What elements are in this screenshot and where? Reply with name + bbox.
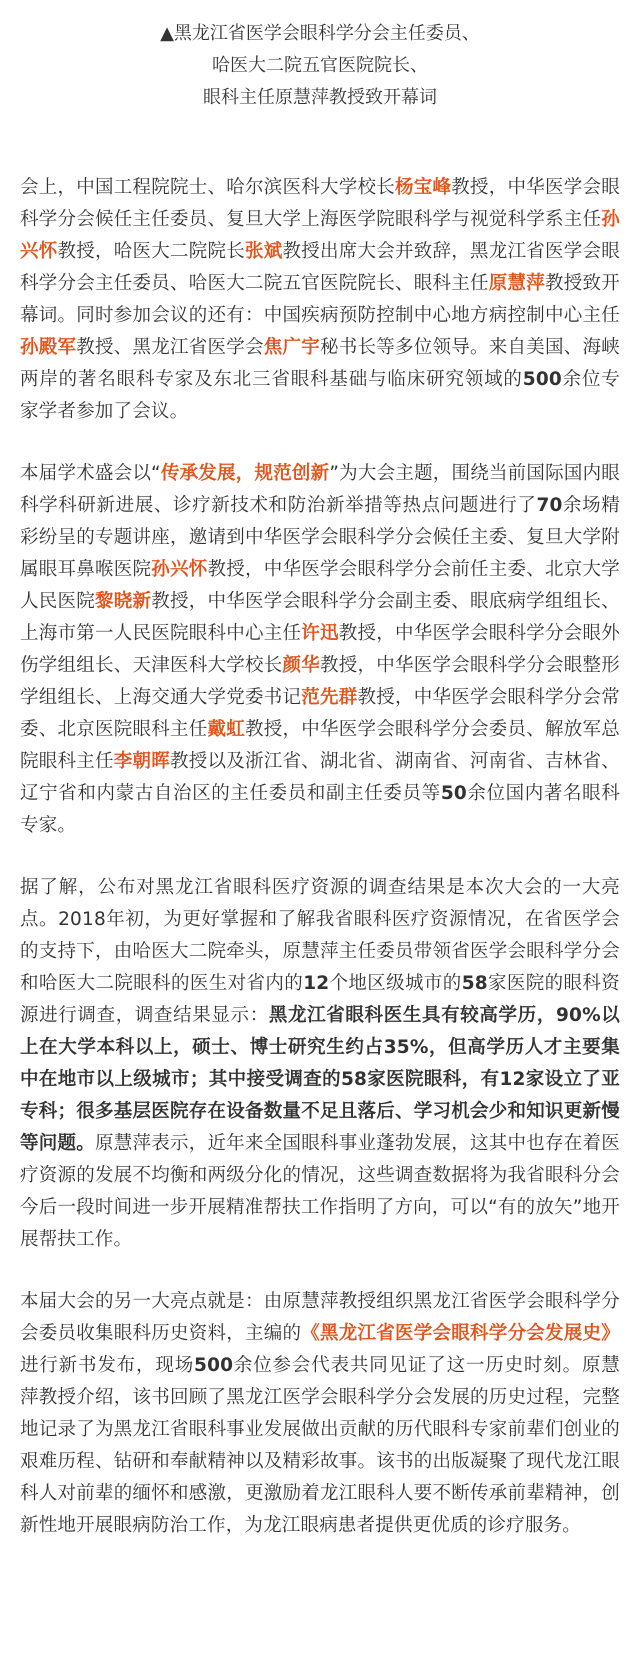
article-body	[20, 172, 620, 1542]
bold-text: 500	[522, 369, 562, 390]
body-text: 教授，中华医学会眼科学分会候任主任委员、复旦大学上海医学院眼科学与视觉科学系主任	[20, 177, 620, 230]
caption-line-2: 哈医大二院五官医院院长、	[212, 55, 428, 76]
body-text: 原慧萍表示，近年来全国眼科事业蓬勃发展，这其中也存在着医疗资源的发展不均衡和两级分化的情况，这些调查数据将为我省眼科分会今后一段时间进一步开展精准帮扶工作指明了方向，可以“有的放矢”地开展帮扶工作。	[20, 1133, 620, 1250]
body-text: ”为大会主题，围绕当前国际国内眼科学科研新进展、诊疗新技术和防治新举措等热点问题进行了	[20, 463, 620, 516]
caption-line-1: ▲黑龙江省医学会眼科学分会主任委员、	[160, 23, 480, 44]
body-text: 本届学术盛会以“	[20, 463, 161, 484]
highlighted-name: 孙殿军	[20, 337, 77, 358]
highlighted-name: 颜华	[282, 655, 321, 676]
body-text: 教授，中华医学会眼科学分会委员、解放军总院眼科主任	[20, 719, 620, 772]
article-paragraph-1	[20, 172, 620, 428]
highlighted-name: 传承发展，规范创新	[160, 463, 330, 484]
body-text: 教授以及浙江省、湖北省、湖南省、河南省、吉林省、辽宁省和内蒙古自治区的主任委员和副主任委员等	[20, 751, 620, 804]
body-text: 教授，哈医大二院院长	[57, 241, 246, 262]
highlighted-name: 杨宝峰	[395, 177, 452, 198]
body-text: 教授，中华医学会眼科学分会常委、北京医院眼科主任	[20, 687, 620, 740]
article-paragraph-2	[20, 458, 620, 842]
highlighted-name: 焦广宇	[263, 337, 321, 358]
body-text: 余位专家学者参加了会议。	[20, 369, 620, 422]
bold-text: 500	[194, 1355, 234, 1376]
highlighted-name: 黎晓新	[95, 591, 152, 612]
body-text: 教授、黑龙江省医学会	[76, 337, 264, 358]
body-text: 教授，中华医学会眼科学分会眼整形学组组长、上海交通大学党委书记	[20, 655, 620, 708]
body-text: 进行新书发布，现场	[20, 1355, 195, 1376]
highlighted-name: 李朝晖	[113, 751, 171, 772]
highlighted-name: 戴虹	[207, 719, 246, 740]
body-text: 教授，中华医学会眼科学分会副主委、眼底病学组组长、上海市第一人民医院眼科中心主任	[20, 591, 620, 644]
body-text: 余位参会代表共同见证了这一历史时刻。原慧萍教授介绍，该书回顾了黑龙江医学会眼科学分会发展的历史过程，完整地记录了为黑龙江省眼科事业发展做出贡献的历代眼科专家前辈们创业的艰难历程、钻研和奉献精神以及精彩故事。该书的出版凝聚了现代龙江眼科人对前辈的缅怀和感激，更激励着龙江眼科人要不断传承前辈精神，创新性地开展眼病防治工作，为龙江眼病患者提供更优质的诊疗服务。	[20, 1355, 620, 1536]
photo-caption	[20, 18, 620, 114]
body-text: 教授，中华医学会眼科学分会前任主委、北京大学人民医院	[20, 559, 621, 612]
bold-text: 58	[461, 973, 488, 994]
body-text: 教授出席大会并致辞，黑龙江省医学会眼科学分会主任委员、哈医大二院五官医院院长、眼科主任	[20, 241, 621, 294]
bold-text: 50	[440, 783, 467, 804]
highlighted-name: 孙兴怀	[151, 559, 208, 580]
highlighted-name: 原慧萍	[488, 273, 546, 294]
caption-line-3: 眼科主任原慧萍教授致开幕词	[203, 87, 437, 108]
body-text: 秘书长等多位领导。来自美国、海峡两岸的著名眼科专家及东北三省眼科基础与临床研究领域的	[20, 337, 621, 390]
highlighted-name: 许迅	[301, 623, 339, 644]
body-text: 个地区级城市的	[329, 973, 462, 994]
highlighted-name: 《黑龙江省医学会眼科学分会发展史》	[301, 1323, 620, 1344]
article-paragraph-3	[20, 872, 620, 1256]
body-text: 教授，中华医学会眼科学分会眼外伤学组组长、天津医科大学校长	[20, 623, 620, 676]
highlighted-name: 范先群	[301, 687, 358, 708]
bold-text: 12	[303, 973, 330, 994]
body-text: 教授致开幕词。同时参加会议的还有：中国疾病预防控制中心地方病控制中心主任	[20, 273, 620, 326]
body-text: 余场精彩纷呈的专题讲座，邀请到中华医学会眼科学分会候任主委、复旦大学附属眼耳鼻喉医院	[20, 495, 620, 580]
body-text: 家医院的眼科资源进行调查，调查结果显示：	[20, 973, 620, 1026]
body-text: 本届大会的另一大亮点就是：由原慧萍教授组织黑龙江省医学会眼科学分会委员收集眼科历史资料，主编的	[20, 1291, 620, 1344]
highlighted-name: 孙兴怀	[20, 209, 620, 262]
bold-text: 黑龙江省眼科医生具有较高学历，90%以上在大学本科以上，硕士、博士研究生约占35%，但高学历人才主要集中在地市以上级城市；其中接受调查的58家医院眼科，有12家设立了亚专科；很多基层医院存在设备数量不足且落后、学习机会少和知识更新慢等问题。	[20, 1005, 620, 1154]
article-paragraph-4	[20, 1286, 620, 1542]
body-text: 据了解，公布对黑龙江省眼科医疗资源的调查结果是本次大会的一大亮点。2018年初，为更好掌握和了解我省眼科医疗资源情况，在省医学会的支持下，由哈医大二院牵头，原慧萍主任委员带领省医学会眼科学分会和哈医大二院眼科的医生对省内的	[20, 877, 620, 994]
highlighted-name: 张斌	[245, 241, 283, 262]
bold-text: 70	[536, 495, 563, 516]
body-text: 余位国内著名眼科专家。	[20, 783, 620, 836]
body-text: 会上，中国工程院院士、哈尔滨医科大学校长	[20, 177, 396, 198]
